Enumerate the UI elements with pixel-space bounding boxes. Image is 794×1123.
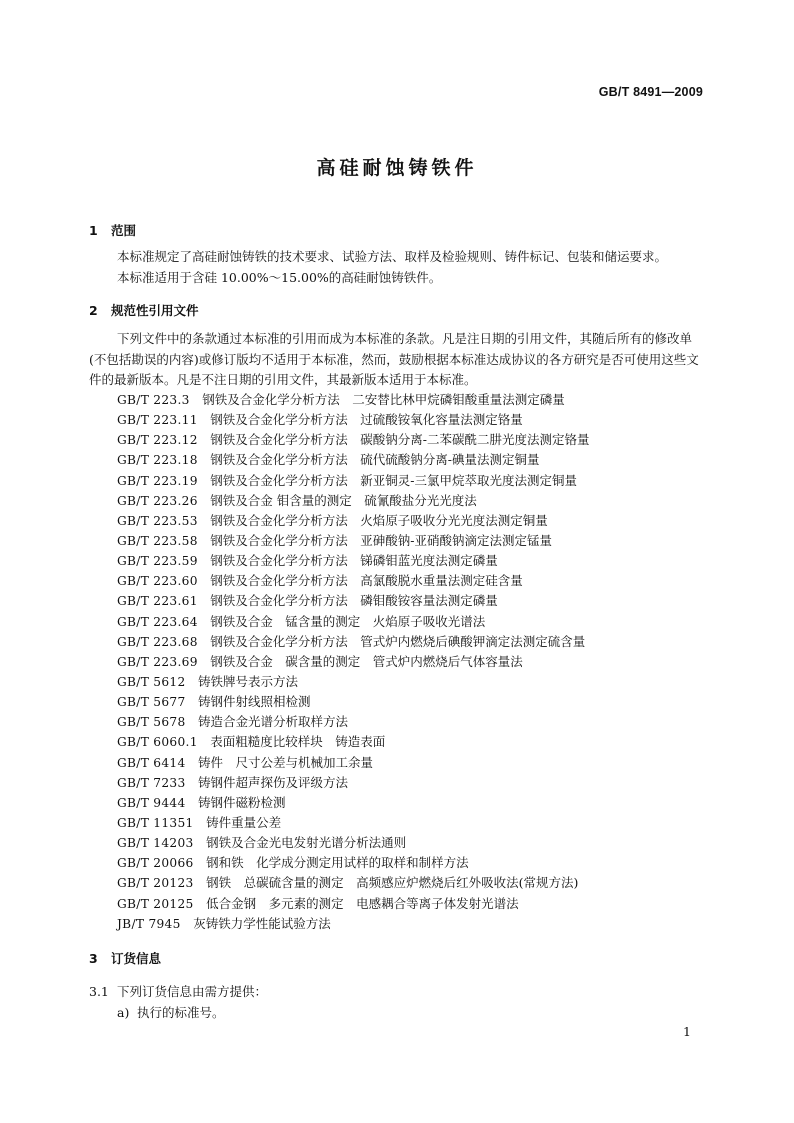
reference-title: 钢铁及合金化学分析方法 锑磷钼蓝光度法测定磷量 [210,553,498,569]
scope-paragraph-1: 本标准规定了高硅耐蚀铸铁的技术要求、试验方法、取样及检验规则、铸件标记、包装和储运要求。 [117,249,668,264]
reference-code: JB/T 7945 [117,916,181,931]
reference-code: GB/T 20125 [117,896,194,911]
reference-item [117,712,590,732]
reference-code: GB/T 14203 [117,836,194,851]
reference-title: 钢铁及合金化学分析方法 管式炉内燃烧后碘酸钾滴定法测定硫含量 [210,633,586,649]
reference-title: 钢铁及合金化学分析方法 过硫酸铵氧化容量法测定铬量 [210,412,523,428]
reference-item [117,551,590,571]
reference-title: 钢铁 总碳硫含量的测定 高频感应炉燃烧后红外吸收法(常规方法) [206,875,579,891]
reference-item [117,652,590,672]
reference-code: GB/T 223.18 [117,453,198,468]
reference-code: GB/T 7233 [117,775,186,790]
reference-code: GB/T 223.60 [117,574,198,589]
reference-title: 钢和铁 化学成分测定用试样的取样和制样方法 [206,855,469,871]
list-item [117,1003,225,1021]
reference-code: GB/T 223.59 [117,554,198,569]
reference-title: 铸钢件射线照相检测 [198,694,311,710]
reference-code: GB/T 5678 [117,715,186,730]
reference-item [117,591,590,611]
section-title: 范围 [111,223,137,238]
reference-title: 钢铁及合金化学分析方法 硫代硫酸钠分离-碘量法测定铜量 [210,452,540,468]
reference-item [117,894,590,914]
reference-list [117,390,590,934]
reference-code: GB/T 223.64 [117,614,198,629]
reference-code: GB/T 223.11 [117,413,198,428]
reference-item [117,450,590,470]
section-1-heading [89,221,136,239]
reference-code: GB/T 223.26 [117,493,198,508]
reference-code: GB/T 9444 [117,795,186,810]
reference-title: 钢铁及合金光电发射光谱分析法通则 [206,835,407,851]
standard-code: GB/T 8491—2009 [598,85,703,99]
reference-title: 钢铁及合金化学分析方法 二安替比林甲烷磷钼酸重量法测定磷量 [202,392,565,407]
reference-code: GB/T 5612 [117,674,186,689]
references-intro: 下列文件中的条款通过本标准的引用而成为本标准的条款。凡是注日期的引用文件，其随后所有的修改单(不包括勘误的内容)或修订版均不适用于本标准，然而，鼓励根据本标准达成协议的各方研究是否可使用这些文件的最新版本。凡是不注日期的引用文件，其最新版本适用于本标准。 [89,331,699,387]
section-number: 3 [89,951,98,966]
reference-code: GB/T 20066 [117,856,194,871]
reference-title: 钢铁及合金化学分析方法 碳酸钠分离-二苯碳酰二肼光度法测定铬量 [210,432,590,448]
reference-item [117,531,590,551]
page-number: 1 [683,1024,691,1039]
reference-item [117,491,590,511]
reference-title: 表面粗糙度比较样块 铸造表面 [210,734,386,750]
section-2-heading [89,301,199,319]
reference-code: GB/T 223.53 [117,513,198,528]
reference-item [117,410,590,430]
reference-item [117,511,590,531]
reference-item [117,853,590,873]
reference-title: 灰铸铁力学性能试验方法 [193,915,331,931]
list-marker: a) [117,1005,130,1020]
reference-item [117,813,590,833]
reference-code: GB/T 11351 [117,815,194,830]
reference-item [117,692,590,712]
reference-title: 铸钢件磁粉检测 [198,794,286,810]
reference-item [117,793,590,813]
reference-item [117,632,590,652]
reference-item [117,612,590,632]
reference-code: GB/T 6060.1 [117,735,198,750]
reference-title: 铸铁牌号表示方法 [198,673,299,689]
reference-code: GB/T 5677 [117,695,186,710]
section-title: 规范性引用文件 [111,303,199,318]
reference-title: 铸钢件超声探伤及评级方法 [198,774,349,790]
reference-item [117,430,590,450]
reference-code: GB/T 223.12 [117,433,198,448]
reference-title: 钢铁及合金化学分析方法 火焰原子吸收分光光度法测定铜量 [210,512,548,528]
reference-item [117,873,590,893]
reference-item [117,914,590,934]
list-item-text: 执行的标准号。 [137,1005,225,1020]
reference-title: 钢铁及合金 钼含量的测定 硫氰酸盐分光光度法 [210,492,477,508]
reference-title: 钢铁及合金化学分析方法 新亚铜灵-三氯甲烷萃取光度法测定铜量 [210,472,577,488]
section-title: 订货信息 [111,951,162,966]
section-number: 2 [89,303,98,318]
reference-title: 钢铁及合金化学分析方法 亚砷酸钠-亚硝酸钠滴定法测定锰量 [210,532,552,548]
reference-title: 铸件重量公差 [206,814,282,830]
reference-title: 铸件 尺寸公差与机械加工余量 [198,754,374,770]
reference-item [117,753,590,773]
reference-code: GB/T 223.3 [117,393,190,407]
reference-code: GB/T 6414 [117,755,186,770]
reference-title: 铸造合金光谱分析取样方法 [198,714,349,730]
reference-title: 钢铁及合金 锰含量的测定 火焰原子吸收光谱法 [210,613,486,629]
subsection-3-1 [89,982,267,1000]
reference-title: 钢铁及合金化学分析方法 磷钼酸铵容量法测定磷量 [210,593,498,609]
subsection-number: 3.1 [89,984,109,999]
section-number: 1 [89,223,98,238]
reference-item [117,390,590,410]
reference-item [117,471,590,491]
reference-title: 钢铁及合金化学分析方法 高氯酸脱水重量法测定硅含量 [210,573,523,589]
reference-title: 低合金钢 多元素的测定 电感耦合等离子体发射光谱法 [206,895,519,911]
document-title: 高硅耐蚀铸铁件 [316,157,478,179]
reference-item [117,773,590,793]
reference-title: 钢铁及合金 碳含量的测定 管式炉内燃烧后气体容量法 [210,653,523,669]
reference-item [117,833,590,853]
reference-code: GB/T 223.68 [117,634,198,649]
reference-item [117,571,590,591]
reference-code: GB/T 223.61 [117,594,198,609]
reference-code: GB/T 223.58 [117,533,198,548]
reference-item [117,672,590,692]
reference-code: GB/T 20123 [117,876,194,891]
subsection-text: 下列订货信息由需方提供： [117,984,268,999]
section-3-heading [89,949,161,967]
reference-item [117,732,590,752]
reference-code: GB/T 223.69 [117,654,198,669]
scope-paragraph-2: 本标准适用于含硅 10.00%～15.00%的高硅耐蚀铸铁件。 [117,270,442,285]
reference-code: GB/T 223.19 [117,473,198,488]
